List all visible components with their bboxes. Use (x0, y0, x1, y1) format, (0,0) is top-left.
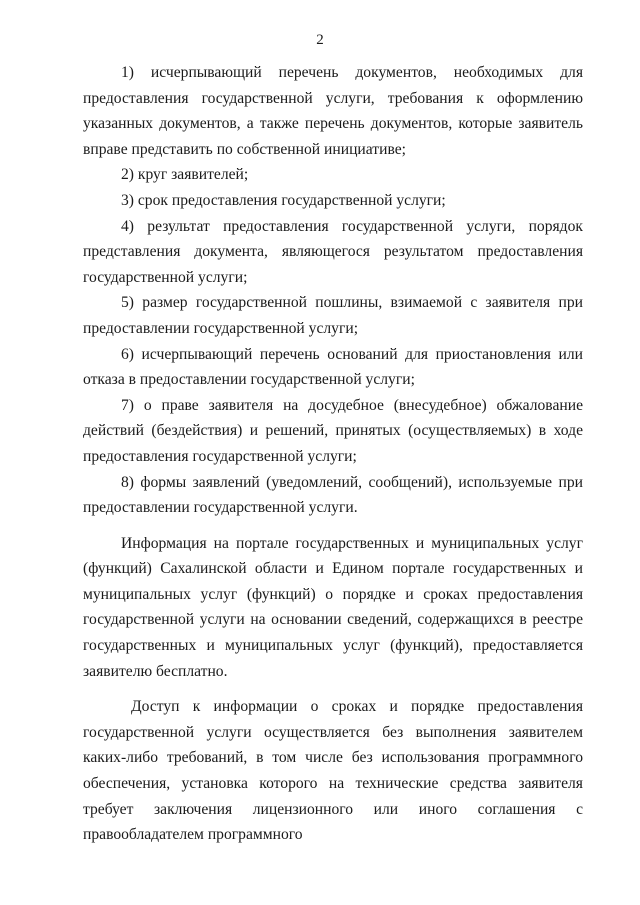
paragraph-item-3: 3) срок предоставления государственной услуги; (121, 191, 446, 209)
paragraph-item-8: 8) формы заявлений (уведомлений, сообщений), используемые при предоставлении государственной услуги. (83, 473, 583, 517)
paragraph-item-6: 6) исчерпывающий перечень оснований для приостановления или отказа в предоставлении государственной услуги; (83, 345, 583, 389)
paragraph-item-7: 7) о праве заявителя на досудебное (внесудебное) обжалование действий (бездействия) и решений, принятых (осуществляемых) в ходе предоставления государственной услуги; (83, 396, 583, 465)
paragraph-item-1: 1) исчерпывающий перечень документов, необходимых для предоставления государственной услуги, требования к оформлению указанных документов, а также перечень документов, которые заявитель вправе представить по собственной инициативе; (83, 64, 583, 158)
paragraph-item-2: 2) круг заявителей; (121, 166, 249, 184)
paragraph-portal-info: Информация на портале государственных и муниципальных услуг (функций) Сахалинской области и Едином портале государственных и муниципальных услуг (функций) о порядке и сроках предоставления государственной услуги на основании сведений, содержащихся в реестре государственных и муниципальных услуг (функций), предоставляется заявителю бесплатно. (83, 534, 583, 680)
paragraph-item-4: 4) результат предоставления государственной услуги, порядок представления документа, являющегося результатом предоставления государственной услуги; (83, 217, 583, 286)
page-number: 2 (316, 32, 324, 48)
paragraph-item-5: 5) размер государственной пошлины, взимаемой с заявителя при предоставлении государственной услуги; (83, 294, 583, 337)
document-body (83, 60, 583, 848)
paragraph-access-info: Доступ к информации о сроках и порядке предоставления государственной услуги осуществляется без выполнения заявителем каких-либо требований, в том числе без использования программного обеспечения, установка которого на технические средства заявителя требует заключения лицензионного или иного соглашения с правообладателем программного (83, 698, 583, 844)
